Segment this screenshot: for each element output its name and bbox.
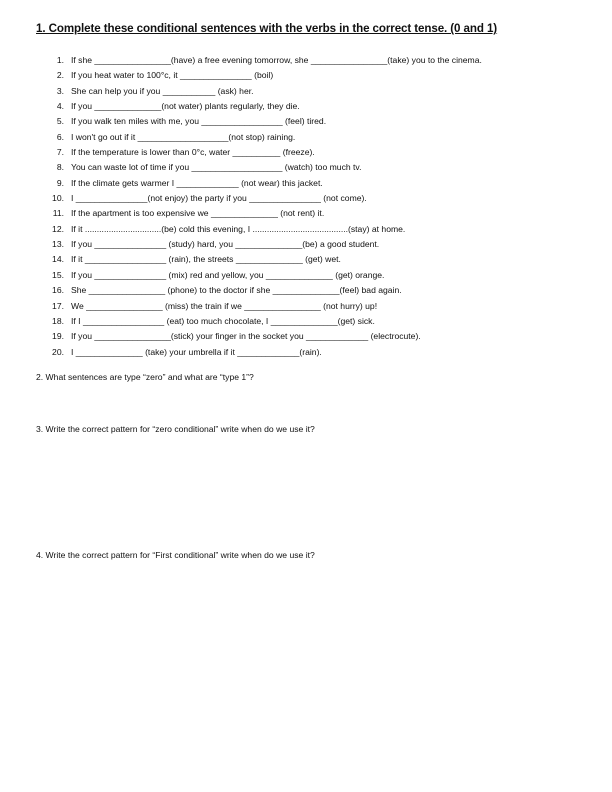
list-item xyxy=(38,314,598,329)
item-text: If the apartment is too expensive we ______________ (not rent) it. xyxy=(71,208,325,219)
list-item xyxy=(38,114,598,129)
item-number: 16. xyxy=(52,285,64,296)
list-item xyxy=(38,299,598,314)
item-text: If the temperature is lower than 0°c, water __________ (freeze). xyxy=(71,147,315,158)
item-number: 13. xyxy=(52,239,64,250)
item-number: 1. xyxy=(56,55,64,65)
item-text: If you walk ten miles with me, you _________________ (feel) tired. xyxy=(71,116,327,127)
item-number: 9. xyxy=(56,177,64,188)
question-2: 2. What sentences are type “zero” and what are “type 1”? xyxy=(36,372,254,382)
item-number: 18. xyxy=(52,315,64,326)
item-number: 11. xyxy=(52,208,64,219)
item-text: If she ________________(have) a free evening tomorrow, she ________________(take) you to the cinema. xyxy=(71,55,482,65)
item-text: She can help you if you ___________ (ask) her. xyxy=(71,85,254,96)
list-item xyxy=(38,206,598,221)
item-number: 8. xyxy=(56,162,64,173)
item-number: 10. xyxy=(52,193,64,204)
item-text: If you _______________ (mix) red and yellow, you ______________ (get) orange. xyxy=(71,269,385,280)
list-item xyxy=(38,191,598,206)
question-4: 4. Write the correct pattern for “First conditional” write when do we use it? xyxy=(36,550,315,560)
item-number: 17. xyxy=(52,300,64,311)
list-item xyxy=(38,145,598,160)
item-number: 5. xyxy=(56,116,64,127)
item-number: 3. xyxy=(56,85,64,96)
item-text: If you ________________(stick) your finger in the socket you _____________ (electrocute). xyxy=(71,331,421,342)
item-text: If you _______________ (study) hard, you ______________(be) a good student. xyxy=(71,239,380,250)
item-number: 6. xyxy=(56,131,64,142)
item-text: We ________________ (miss) the train if we ________________ (not hurry) up! xyxy=(71,300,378,311)
list-item xyxy=(38,283,598,298)
item-text: If I _________________ (eat) too much chocolate, I ______________(get) sick. xyxy=(71,315,375,326)
item-text: If it _________________ (rain), the streets ______________ (get) wet. xyxy=(71,254,341,265)
item-text: If you ______________(not water) plants regularly, they die. xyxy=(71,101,300,112)
list-item xyxy=(38,53,598,68)
sentence-list xyxy=(38,53,598,360)
item-text: If it ................................(be) cold this evening, I ........................................(stay) at home. xyxy=(71,223,406,234)
item-text: I ______________ (take) your umbrella if it _____________(rain). xyxy=(71,346,322,357)
item-text: She ________________ (phone) to the doctor if she ______________(feel) bad again. xyxy=(71,285,402,296)
list-item xyxy=(38,176,598,191)
item-number: 20. xyxy=(52,346,64,357)
item-number: 12. xyxy=(52,223,64,234)
item-number: 2. xyxy=(56,70,64,81)
item-number: 19. xyxy=(52,331,64,342)
list-item xyxy=(38,160,598,175)
list-item xyxy=(38,84,598,99)
item-text: You can waste lot of time if you ___________________ (watch) too much tv. xyxy=(71,162,362,173)
list-item xyxy=(38,345,598,360)
item-text: If the climate gets warmer I _____________ (not wear) this jacket. xyxy=(71,177,323,188)
item-number: 7. xyxy=(56,147,64,158)
item-number: 15. xyxy=(52,269,64,280)
list-item xyxy=(38,268,598,283)
list-item xyxy=(38,99,598,114)
item-text: If you heat water to 100°c, it _______________ (boil) xyxy=(71,70,274,81)
list-item xyxy=(38,130,598,145)
item-number: 4. xyxy=(56,101,64,112)
list-item xyxy=(38,68,598,83)
list-item xyxy=(38,329,598,344)
list-item xyxy=(38,237,598,252)
item-number: 14. xyxy=(52,254,64,265)
list-item xyxy=(38,222,598,237)
item-text: I _______________(not enjoy) the party if you _______________ (not come). xyxy=(71,193,367,204)
item-text: I won't go out if it ___________________(not stop) raining. xyxy=(71,131,296,142)
list-item xyxy=(38,252,598,267)
exercise-title: 1. Complete these conditional sentences with the verbs in the correct tense. (0 and 1) xyxy=(36,22,498,35)
question-3: 3. Write the correct pattern for “zero conditional” write when do we use it? xyxy=(36,424,315,434)
